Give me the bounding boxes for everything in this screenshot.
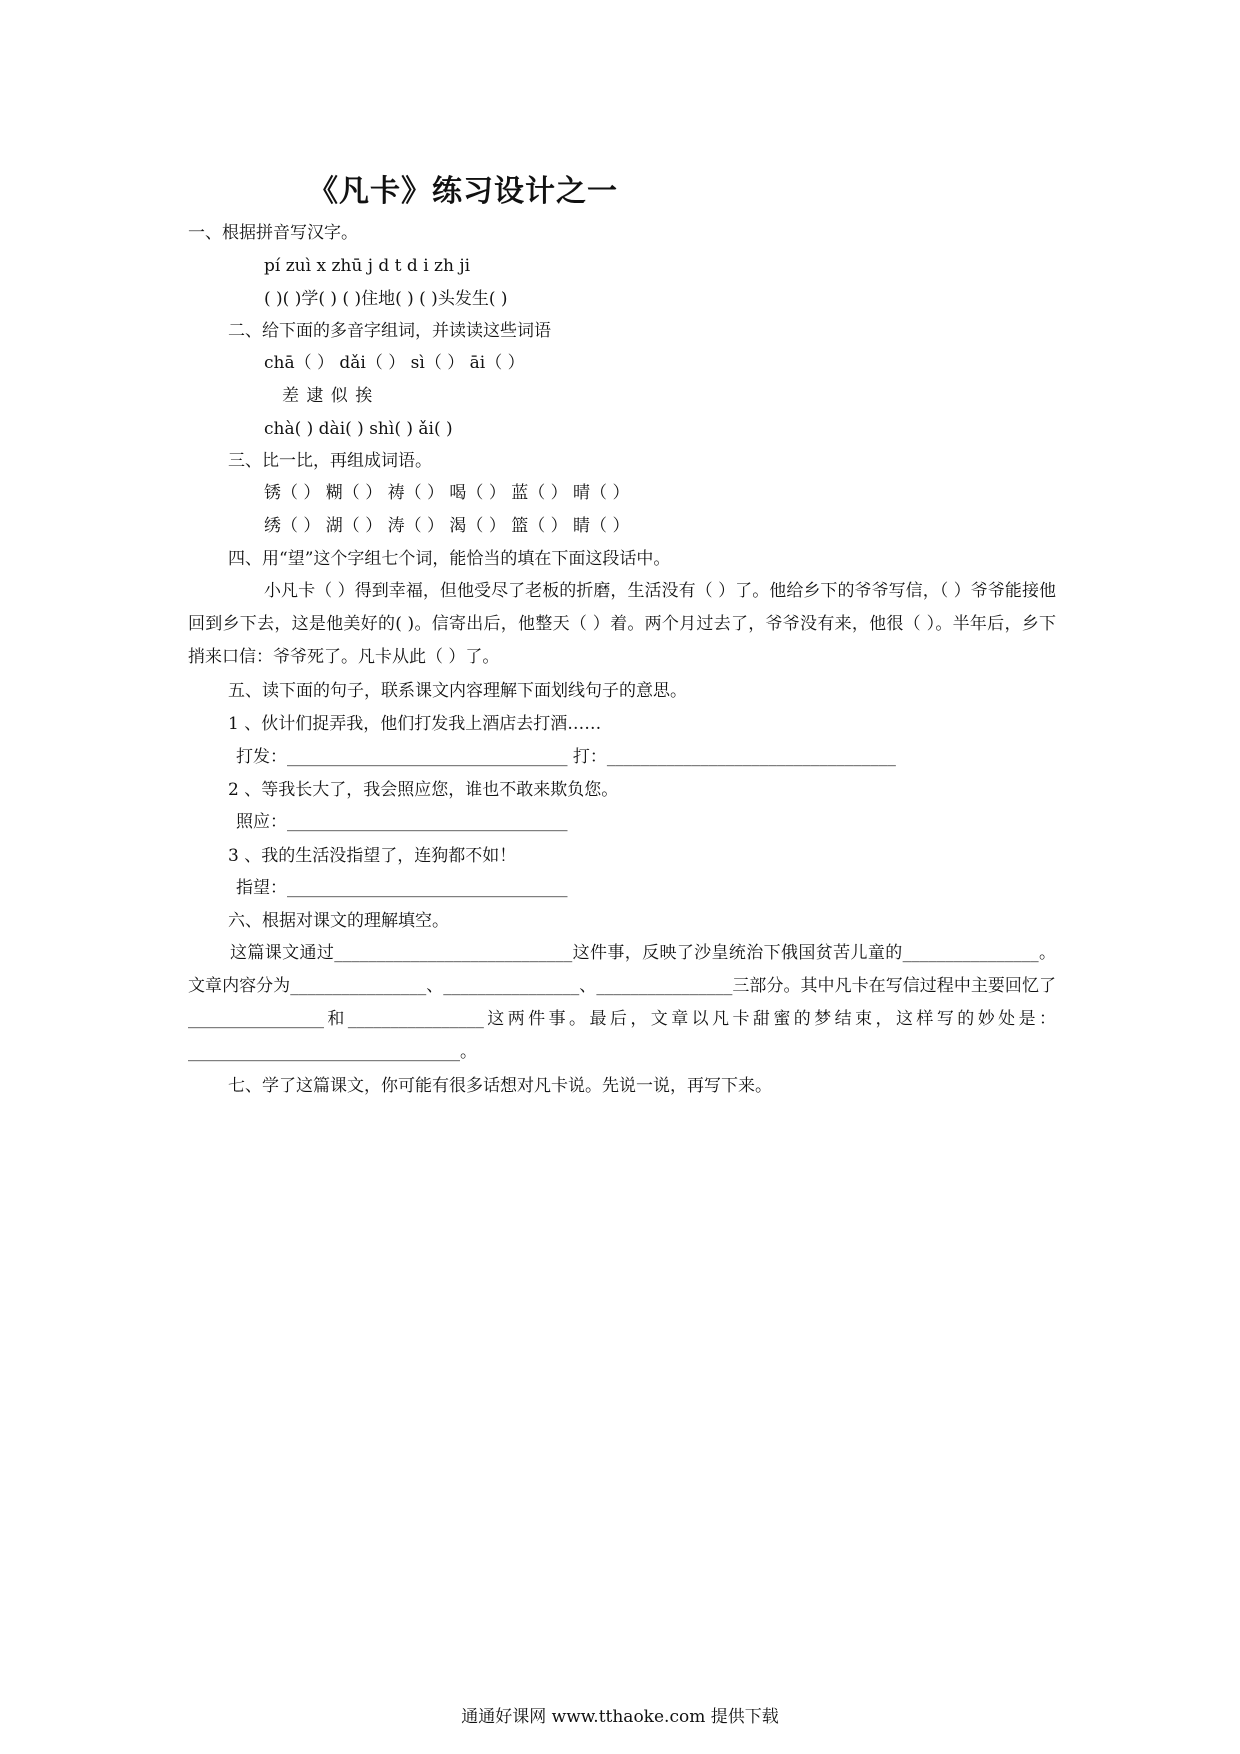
q5-sentence-3: 3 、我的生活没指望了，连狗都不如！ bbox=[228, 846, 517, 866]
q1-pinyin: pí zuì x zhū j d t d i zh ji bbox=[264, 256, 471, 276]
q3-row1: 锈（ ） 糊（ ） 祷（ ） 喝（ ） 蓝（ ） 晴（ ） bbox=[264, 483, 630, 503]
q3-heading: 三、比一比，再组成词语。 bbox=[228, 451, 432, 471]
q6-paragraph: 这篇课文通过____________________________这件事，反映了沙皇统治下俄国贫苦儿童的________________。文章内容分为________________、________________、________________三部分。其中凡卡在写信过程中主要回忆了________________和________________这两件事。最后，文章以凡卡甜蜜的梦结束，这样写的妙处是：________________________________。 bbox=[188, 943, 1056, 1062]
q1-answer-blanks: ( )( )学( ) ( )住地( ) ( )头发生( ) bbox=[264, 289, 508, 309]
q5-sentence-2: 2 、等我长大了，我会照应您，谁也不敢来欺负您。 bbox=[228, 780, 619, 800]
q5-fill-2: 照应：_________________________________ bbox=[236, 812, 568, 832]
q5-sentence-1: 1 、伙计们捉弄我，他们打发我上酒店去打酒…… bbox=[228, 714, 602, 734]
q1-heading: 一、根据拼音写汉字。 bbox=[188, 223, 358, 243]
page-title: 《凡卡》练习设计之一 bbox=[308, 174, 618, 209]
q4-heading: 四、用“望”这个字组七个词，能恰当的填在下面这段话中。 bbox=[228, 549, 671, 569]
q2-heading: 二、给下面的多音字组词，并读读这些词语 bbox=[228, 321, 551, 341]
q2-polyphonic-chars: 差 逮 似 挨 bbox=[282, 386, 374, 406]
q5-heading: 五、读下面的句子，联系课文内容理解下面划线句子的意思。 bbox=[228, 681, 687, 701]
q2-pinyin-row1: chā（ ） dǎi（ ） sì（ ） āi（ ） bbox=[264, 353, 525, 373]
q5-fill-1: 打发：_________________________________ 打：__________________________________ bbox=[236, 747, 896, 767]
q5-fill-3: 指望：_________________________________ bbox=[236, 878, 568, 898]
footer-credit: 通通好课网 www.tthaoke.com 提供下载 bbox=[461, 1707, 779, 1727]
q4-paragraph: 小凡卡（ ）得到幸福，但他受尽了老板的折磨，生活没有（ ）了。他给乡下的爷爷写信，（ ）爷爷能接他回到乡下去，这是他美好的( )。信寄出后，他整天（ ）着。两个月过去了，爷爷没有来，他很（ ）。半年后，乡下捎来口信：爷爷死了。凡卡从此（ ）了。 bbox=[188, 581, 1056, 667]
q3-row2: 绣（ ） 湖（ ） 涛（ ） 渴（ ） 篮（ ） 睛（ ） bbox=[264, 516, 630, 536]
q6-heading: 六、根据对课文的理解填空。 bbox=[228, 911, 449, 931]
q2-pinyin-row2: chà( ) dài( ) shì( ) ǎi( ) bbox=[264, 419, 453, 439]
q7-heading: 七、学了这篇课文，你可能有很多话想对凡卡说。先说一说，再写下来。 bbox=[228, 1076, 772, 1096]
